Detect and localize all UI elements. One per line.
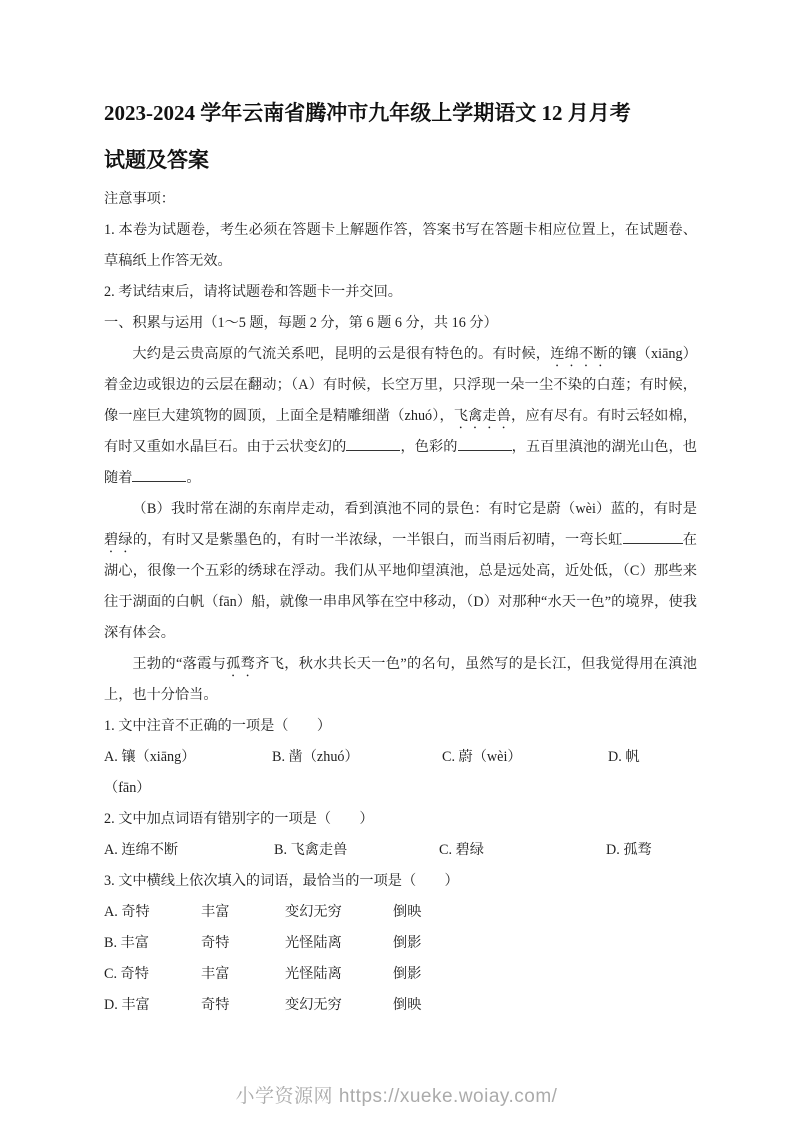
fill-in-blank-line: [132, 467, 186, 482]
question-3-option-b-label: B. 丰富: [104, 935, 149, 951]
question-3-option-a-word-4: 倒映: [393, 904, 422, 920]
question-3-option-d-word-3: 变幻无穷: [285, 997, 342, 1013]
passage-text: ，应有尽有。有时云轻如棉，有时又重如水晶巨石。由于云状变幻的: [104, 408, 697, 455]
question-2-stem: 2. 文中加点词语有错别字的一项是（ ）: [104, 811, 374, 827]
question-3-option-a-word-3: 变幻无穷: [285, 904, 342, 920]
emphasized-word: 孤骛: [226, 656, 256, 672]
notice-item-2: 2. 考试结束后，请将试题卷和答题卡一并交回。: [104, 284, 402, 300]
passage-text: 王勃的“落霞与: [132, 656, 227, 672]
question-1-option-d: D. 帆: [608, 749, 640, 765]
document-body: [104, 184, 697, 1021]
page-title: [104, 90, 697, 184]
passage-text: 的镶（xiāng）着金边或银边的云层在翻动；（A）有时候，长空万里，只浮现一朵一尘不染的白莲；有时候，像一座巨大建筑物的圆顶，上面全是精雕细凿（zhuó），: [104, 346, 697, 424]
question-3-option-d-label: D. 丰富: [104, 997, 150, 1013]
emphasized-word: 连绵不断: [550, 346, 608, 362]
passage-paragraph-2: [104, 494, 697, 649]
question-3-option-d-row: [104, 990, 697, 1021]
passage-text: 齐飞，秋水共长天一色”的名句，虽然写的是长江，但我觉得用在滇池上，也十分恰当。: [104, 656, 697, 703]
question-3-option-b-word-4: 倒影: [393, 935, 422, 951]
question-3-option-c-word-2: 丰富: [201, 966, 230, 982]
question-1-option-a: A. 镶（xiāng）: [104, 749, 196, 765]
passage-text: ，五百里滇池的湖光山色，也随着: [104, 439, 697, 486]
question-3-option-d-word-4: 倒映: [393, 997, 422, 1013]
section-1-heading: 一、积累与运用（1～5 题，每题 2 分，第 6 题 6 分，共 16 分）: [104, 315, 498, 331]
emphasized-word: 飞禽走兽: [453, 408, 512, 424]
question-3-option-c-word-3: 光怪陆离: [285, 966, 342, 982]
question-3-option-a-label: A. 奇特: [104, 904, 150, 920]
question-1-option-d-wrap: （fān）: [104, 780, 151, 796]
fill-in-blank-line: [346, 436, 400, 451]
question-3-option-b-row: [104, 928, 697, 959]
fill-in-blank-line: [623, 529, 683, 544]
notice-heading: 注意事项：: [104, 191, 175, 207]
passage-text: ，色彩的: [400, 439, 458, 455]
question-3-option-a-row: [104, 897, 697, 928]
question-1-option-c: C. 蔚（wèi）: [442, 749, 522, 765]
passage-text: 。: [186, 470, 201, 486]
question-3-option-b-word-3: 光怪陆离: [285, 935, 342, 951]
emphasized-word: 碧绿: [104, 532, 133, 548]
watermark-footer: 小学资源网 https://xueke.woiay.com/: [235, 1086, 558, 1107]
question-3-option-c-row: [104, 959, 697, 990]
question-2-option-c: C. 碧绿: [439, 842, 484, 858]
notice-item-1: 1. 本卷为试题卷，考生必须在答题卡上解题作答，答案书写在答题卡相应位置上，在试题卷、草稿纸上作答无效。: [104, 222, 697, 269]
question-2-option-a: A. 连绵不断: [104, 842, 179, 858]
question-3-option-a-word-2: 丰富: [201, 904, 230, 920]
question-3-option-c-label: C. 奇特: [104, 966, 149, 982]
passage-text: 大约是云贵高原的气流关系吧，昆明的云是很有特色的。有时候，: [132, 346, 551, 362]
passage-text: 的，有时又是紫墨色的，有时一半浓绿，一半银白，而当雨后初晴，一弯长虹: [132, 532, 623, 548]
page-title-line-2: 试题及答案: [104, 148, 209, 172]
question-3-option-b-word-2: 奇特: [201, 935, 230, 951]
question-2-option-d: D. 孤骛: [606, 842, 652, 858]
question-2-option-b: B. 飞禽走兽: [274, 842, 348, 858]
passage-paragraph-1: [104, 339, 697, 494]
question-1-option-b: B. 凿（zhuó）: [272, 749, 359, 765]
question-1-stem: 1. 文中注音不正确的一项是（ ）: [104, 718, 332, 734]
fill-in-blank-line: [458, 436, 512, 451]
question-3-option-d-word-2: 奇特: [201, 997, 230, 1013]
passage-paragraph-3: [104, 649, 697, 711]
question-1-options: [104, 742, 697, 773]
question-3-stem: 3. 文中横线上依次填入的词语，最恰当的一项是（ ）: [104, 873, 459, 889]
question-2-options: [104, 835, 697, 866]
passage-text: （B）我时常在湖的东南岸走动，看到滇池不同的景色：有时它是蔚（wèi）蓝的，有时是: [132, 501, 697, 517]
page-title-line-1: 2023-2024 学年云南省腾冲市九年级上学期语文 12 月月考: [104, 101, 631, 125]
question-3-option-c-word-4: 倒影: [393, 966, 422, 982]
passage-text: 在湖心，很像一个五彩的绣球在浮动。我们从平地仰望滇池，总是远处高，近处低，（C）那些来往于湖面的白帆（fān）船，就像一串串风筝在空中移动，（D）对那种“水天一色”的境界，使我深有体会。: [104, 532, 697, 641]
